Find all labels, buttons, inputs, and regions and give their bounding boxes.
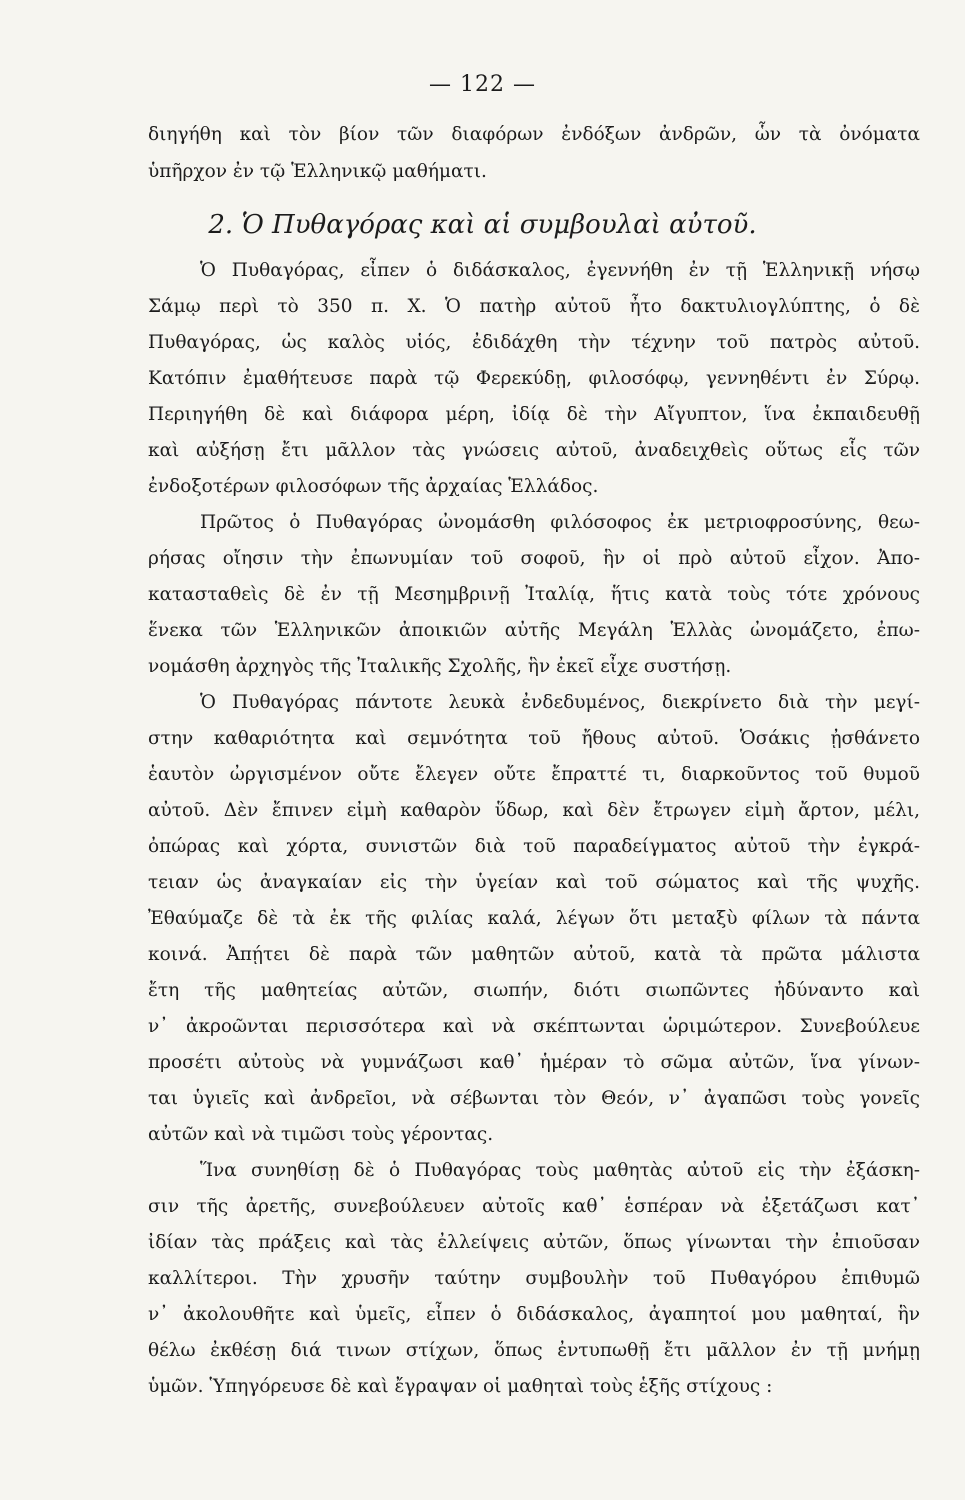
text-line: Κατόπιν ἐμαθήτευσε παρὰ τῷ Φερεκύδῃ, φιλοσόφῳ, γεννηθέντι ἐν Σύρῳ. [148, 368, 920, 389]
text-line: ὑμῶν. Ὑπηγόρευσε δὲ καὶ ἔγραψαν οἱ μαθηταὶ τοὺς ἑξῆς στίχους : [148, 1376, 773, 1397]
text-line: ρήσας οἴησιν τὴν ἐπωνυμίαν τοῦ σοφοῦ, ἣν οἱ πρὸ αὐτοῦ εἶχον. Ἀπο- [148, 548, 920, 569]
text-line: θέλω ἐκθέσῃ διά τινων στίχων, ὅπως ἐντυπωθῇ ἔτι μᾶλλον ἐν τῇ μνήμῃ [148, 1340, 920, 1361]
text-line: ὀπώρας καὶ χόρτα, συνιστῶν διὰ τοῦ παραδείγματος αὐτοῦ τὴν ἐγκρά- [148, 836, 920, 857]
text-line: ται ὑγιεῖς καὶ ἀνδρεῖοι, νὰ σέβωνται τὸν Θεόν, ν᾽ ἀγαπῶσι τοὺς γονεῖς [148, 1088, 920, 1109]
text-line: κατασταθεὶς δὲ ἐν τῇ Μεσημβρινῇ Ἰταλίᾳ, ἥτις κατὰ τοὺς τότε χρόνους [148, 584, 920, 605]
text-line: Πρῶτος ὁ Πυθαγόρας ὠνομάσθη φιλόσοφος ἐκ μετριοφροσύνης, θεω- [200, 512, 920, 533]
text-line: Περιηγήθη δὲ καὶ διάφορα μέρη, ἰδίᾳ δὲ τὴν Αἴγυπτον, ἵνα ἐκπαιδευθῇ [148, 404, 920, 425]
text-line: ἐνδοξοτέρων φιλοσόφων τῆς ἀρχαίας Ἑλλάδος. [148, 476, 599, 497]
text-line: σιν τῆς ἀρετῆς, συνεβούλευεν αὐτοῖς καθ᾽ ἑσπέραν νὰ ἐξετάζωσι κατ᾽ [148, 1196, 920, 1217]
text-line: Ὁ Πυθαγόρας, εἶπεν ὁ διδάσκαλος, ἐγεννήθη ἐν τῇ Ἑλληνικῇ νήσῳ [200, 260, 920, 281]
text-line: αὐτῶν καὶ νὰ τιμῶσι τοὺς γέροντας. [148, 1124, 494, 1145]
text-line: ὑπῆρχον ἐν τῷ Ἑλληνικῷ μαθήματι. [148, 161, 487, 182]
text-line: Ὁ Πυθαγόρας πάντοτε λευκὰ ἐνδεδυμένος, διεκρίνετο διὰ τὴν μεγί- [200, 692, 920, 713]
text-line: Ἐθαύμαζε δὲ τὰ ἐκ τῆς φιλίας καλά, λέγων ὅτι μεταξὺ φίλων τὰ πάντα [148, 908, 920, 929]
text-line: κοινά. Ἀπῄτει δὲ παρὰ τῶν μαθητῶν αὐτοῦ, κατὰ τὰ πρῶτα μάλιστα [148, 944, 920, 965]
text-line: Σάμῳ περὶ τὸ 350 π. Χ. Ὁ πατὴρ αὐτοῦ ἦτο δακτυλιογλύπτης, ὁ δὲ [148, 296, 920, 317]
text-line: ν᾽ ἀκολουθῆτε καὶ ὑμεῖς, εἶπεν ὁ διδάσκαλος, ἀγαπητοί μου μαθηταί, ἣν [148, 1304, 920, 1325]
text-line: ν᾽ ἀκροῶνται περισσότερα καὶ νὰ σκέπτωνται ὡριμώτερον. Συνεβούλευε [148, 1016, 920, 1037]
text-line: προσέτι αὐτοὺς νὰ γυμνάζωσι καθ᾽ ἡμέραν τὸ σῶμα αὐτῶν, ἵνα γίνων- [148, 1052, 920, 1073]
text-line: διηγήθη καὶ τὸν βίον τῶν διαφόρων ἐνδόξων ἀνδρῶν, ὧν τὰ ὀνόματα [148, 124, 920, 145]
text-line: νομάσθη ἀρχηγὸς τῆς Ἰταλικῆς Σχολῆς, ἣν ἐκεῖ εἶχε συστήσῃ. [148, 656, 732, 677]
text-line: ἔτη τῆς μαθητείας αὐτῶν, σιωπήν, διότι σιωπῶντες ἠδύναντο καὶ [148, 980, 920, 1001]
text-line: στην καθαριότητα καὶ σεμνότητα τοῦ ἤθους αὐτοῦ. Ὁσάκις ᾐσθάνετο [148, 728, 920, 749]
text-line: Πυθαγόρας, ὡς καλὸς υἱός, ἐδιδάχθη τὴν τέχνην τοῦ πατρὸς αὐτοῦ. [148, 332, 920, 353]
text-line: αὐτοῦ. Δὲν ἔπινεν εἰμὴ καθαρὸν ὕδωρ, καὶ δὲν ἔτρωγεν εἰμὴ ἄρτον, μέλι, [148, 800, 920, 821]
text-line: ἰδίαν τὰς πράξεις καὶ τὰς ἐλλείψεις αὐτῶν, ὅπως γίνωνται τὴν ἐπιοῦσαν [148, 1232, 920, 1253]
text-line: τειαν ὡς ἀναγκαίαν εἰς τὴν ὑγείαν καὶ τοῦ σώματος καὶ τῆς ψυχῆς. [148, 872, 920, 893]
text-line: καὶ αὐξήσῃ ἔτι μᾶλλον τὰς γνώσεις αὐτοῦ, ἀναδειχθεὶς οὕτως εἷς τῶν [148, 440, 920, 461]
text-line: Ἵνα συνηθίσῃ δὲ ὁ Πυθαγόρας τοὺς μαθητὰς αὐτοῦ εἰς τὴν ἐξάσκη- [200, 1160, 920, 1181]
text-line: καλλίτεροι. Τὴν χρυσῆν ταύτην συμβουλὴν τοῦ Πυθαγόρου ἐπιθυμῶ [148, 1268, 920, 1289]
text-line: ἑαυτὸν ὠργισμένον οὔτε ἔλεγεν οὔτε ἔπραττέ τι, διαρκοῦντος τοῦ θυμοῦ [148, 764, 920, 785]
text-line: ἕνεκα τῶν Ἑλληνικῶν ἀποικιῶν αὐτῆς Μεγάλη Ἑλλὰς ὠνομάζετο, ἐπω- [148, 620, 920, 641]
section-heading: 2. Ὁ Πυθαγόρας καὶ αἱ συμβουλαὶ αὐτοῦ. [208, 210, 757, 240]
page-number: — 122 — [429, 72, 536, 97]
